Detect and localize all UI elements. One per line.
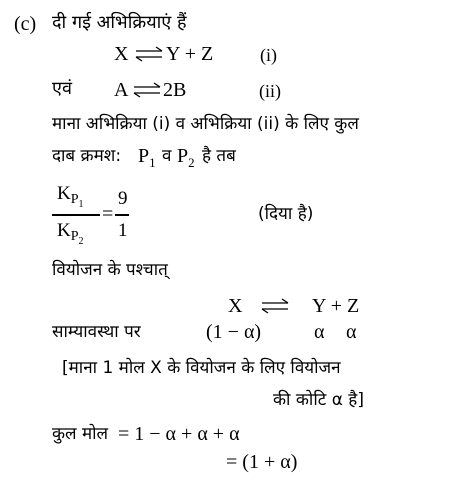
eq3-rhs: Y + Z: [312, 295, 360, 317]
given-note: (दिया है): [258, 204, 314, 224]
z-amount: α: [346, 321, 357, 343]
va-word: व: [162, 146, 172, 166]
p2-symbol: $P_2$: [177, 145, 195, 170]
after-dissociation: वियोजन के पश्चात्: [52, 260, 168, 280]
eq1-lhs: X: [114, 43, 129, 65]
note-line-2: की कोटि α है]: [273, 390, 364, 410]
pressure-line-1: माना अभिक्रिया (i) व अभिक्रिया (ii) के लिए कुल: [52, 114, 359, 134]
x-amount: (1 − α): [206, 321, 262, 343]
equilibrium-arrow-icon: [132, 82, 162, 98]
kp1: $K_{P1}$: [57, 183, 84, 210]
total-moles-label: कुल मोल: [52, 424, 109, 444]
ratio-den: 1: [118, 220, 128, 241]
equilibrium-arrow-icon: [134, 46, 164, 62]
pressure-line-2: दाब क्रमश:: [52, 146, 122, 166]
kp2: $K_{P2}$: [57, 220, 84, 247]
and-word: एवं: [52, 78, 72, 99]
at-equilibrium: साम्यावस्था पर: [52, 322, 141, 342]
fraction-bar: [52, 214, 100, 216]
total-moles-expr: = 1 − α + α + α: [118, 423, 240, 445]
total-moles-result: = (1 + α): [226, 451, 298, 473]
part-label: (c): [14, 13, 37, 35]
eq1-rhs: Y + Z: [166, 43, 214, 65]
intro-line: दी गई अभिक्रियाएं हैं: [52, 12, 187, 33]
fraction-bar: [115, 214, 129, 216]
eq1-tag: (i): [260, 45, 277, 65]
pressure-line-2-end: है तब: [202, 146, 236, 166]
eq2-lhs: A: [114, 79, 129, 101]
eq3-lhs: X: [228, 295, 243, 317]
y-amount: α: [314, 321, 325, 343]
equilibrium-arrow-icon: [260, 298, 290, 314]
ratio-num: 9: [118, 188, 128, 209]
equals-sign: =: [102, 203, 114, 225]
note-line-1: [माना 1 मोल X के वियोजन के लिए वियोजन: [62, 358, 341, 378]
eq2-tag: (ii): [259, 81, 281, 101]
eq2-rhs: 2B: [163, 79, 187, 101]
p1-symbol: $P_1$: [138, 145, 156, 170]
